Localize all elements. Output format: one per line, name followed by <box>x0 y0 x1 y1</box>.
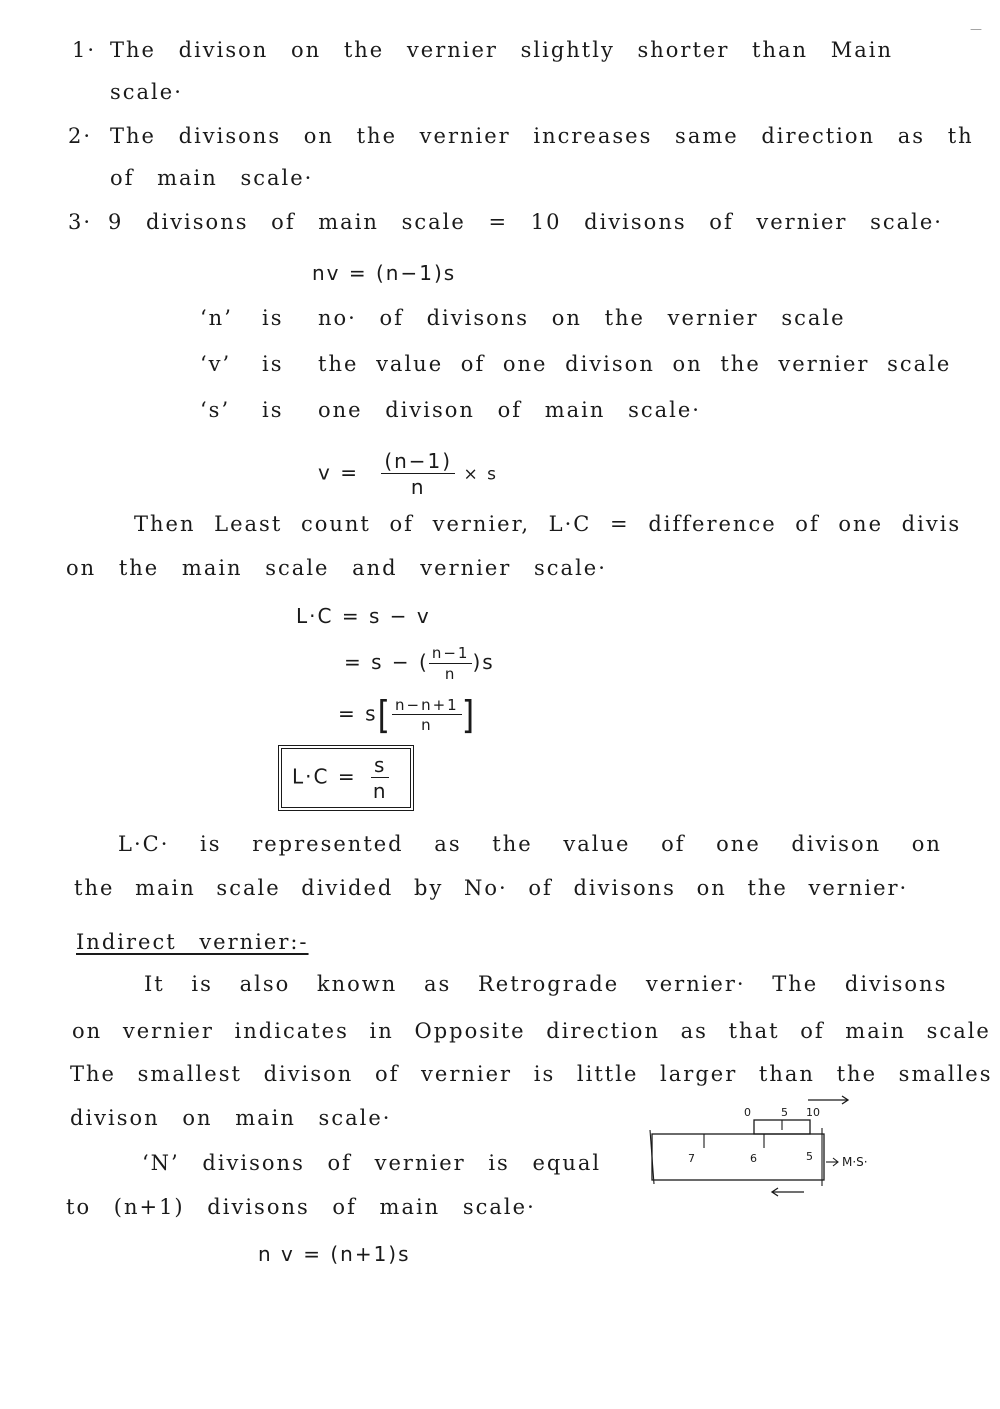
point-1-number: 1· <box>72 38 97 62</box>
lc-result-fraction <box>371 754 389 802</box>
lc-result-lhs: L·C = <box>292 764 357 789</box>
lc-step-2-fraction <box>429 645 473 682</box>
formula-nv: nv = (n−1)s <box>312 261 457 285</box>
lc-step-3-prefix: = s <box>338 701 378 726</box>
def-s-is: is <box>262 398 284 422</box>
lc-step-3 <box>338 692 477 738</box>
indirect-line-5: ‘N’ divisons of vernier is equal <box>142 1151 602 1175</box>
formula-v-lhs: v = <box>318 460 359 485</box>
indirect-line-6: to (n+1) divisons of main scale· <box>66 1195 536 1219</box>
lc-step-3-numerator: n−n+1 <box>392 697 462 716</box>
point-2-number: 2· <box>68 124 93 148</box>
point-2-line-1: The divisons on the vernier increases same direction as th <box>110 124 974 148</box>
vernier-label-5: 5 <box>781 1106 788 1119</box>
formula-v-denominator: n <box>410 475 426 499</box>
lc-step-3-fraction <box>392 697 462 734</box>
main-scale-body <box>652 1134 824 1180</box>
ms-label: M·S· <box>842 1155 868 1169</box>
lc-step-2-denominator: n <box>444 664 457 683</box>
least-count-line-1: Then Least count of vernier, L·C = difference of one divis <box>134 512 962 536</box>
retrograde-vernier-diagram <box>640 1092 900 1202</box>
lc-step-3-open-bracket: [ <box>377 692 393 738</box>
point-1-line-1: The divison on the vernier slightly shorter than Main <box>110 38 894 62</box>
lc-result <box>292 754 389 802</box>
def-v-is: is <box>262 352 284 376</box>
indirect-formula: n v = (n+1)s <box>258 1242 411 1266</box>
def-v-symbol: ‘v’ <box>200 352 232 376</box>
point-1-line-2: scale· <box>110 80 183 104</box>
point-2-line-2: of main scale· <box>110 166 314 190</box>
lc-step-2 <box>344 645 495 682</box>
indirect-heading: Indirect vernier:- <box>76 930 309 954</box>
vernier-label-10: 10 <box>806 1106 820 1119</box>
lc-step-1: L·C = s − v <box>296 604 431 628</box>
vernier-label-0: 0 <box>744 1106 751 1119</box>
formula-v-numerator: (n−1) <box>381 450 455 474</box>
main-scale-label-5: 5 <box>806 1150 813 1163</box>
point-3-line-1: 9 divisons of main scale = 10 divisons of vernier scale· <box>108 210 943 234</box>
explanation-line-1: L·C· is represented as the value of one divison on <box>118 832 942 856</box>
lc-step-3-denominator: n <box>421 716 433 734</box>
indirect-line-4: divison on main scale· <box>70 1106 392 1130</box>
lc-step-2-prefix: = s − ( <box>344 650 429 674</box>
indirect-line-3: The smallest divison of vernier is little larger than the smalles <box>70 1062 993 1086</box>
lc-result-numerator: s <box>371 754 389 778</box>
point-3-number: 3· <box>68 210 93 234</box>
least-count-line-2: on the main scale and vernier scale· <box>66 556 607 580</box>
lc-step-3-close-bracket: ] <box>461 692 477 738</box>
formula-v <box>318 450 498 498</box>
def-n-text: no· of divisons on the vernier scale <box>318 306 846 330</box>
lc-step-2-numerator: n−1 <box>429 645 473 664</box>
indirect-line-2: on vernier indicates in Opposite direction as that of main scale <box>72 1019 991 1043</box>
explanation-line-2: the main scale divided by No· of divisons on the vernier· <box>74 876 909 900</box>
lc-step-2-suffix: )s <box>472 650 495 674</box>
main-scale-label-6: 6 <box>750 1152 757 1165</box>
def-n-symbol: ‘n’ <box>200 306 233 330</box>
def-s-text: one divison of main scale· <box>318 398 701 422</box>
def-n-is: is <box>262 306 284 330</box>
indirect-line-1: It is also known as Retrograde vernier· The divisons <box>144 972 948 996</box>
formula-v-rhs: × s <box>463 464 498 485</box>
def-s-symbol: ‘s’ <box>200 398 231 422</box>
def-v-text: the value of one divison on the vernier scale <box>318 352 952 376</box>
lc-result-denominator: n <box>372 779 388 803</box>
formula-v-fraction <box>381 450 455 498</box>
margin-dash: — <box>970 22 982 36</box>
main-scale-label-7: 7 <box>688 1152 695 1165</box>
